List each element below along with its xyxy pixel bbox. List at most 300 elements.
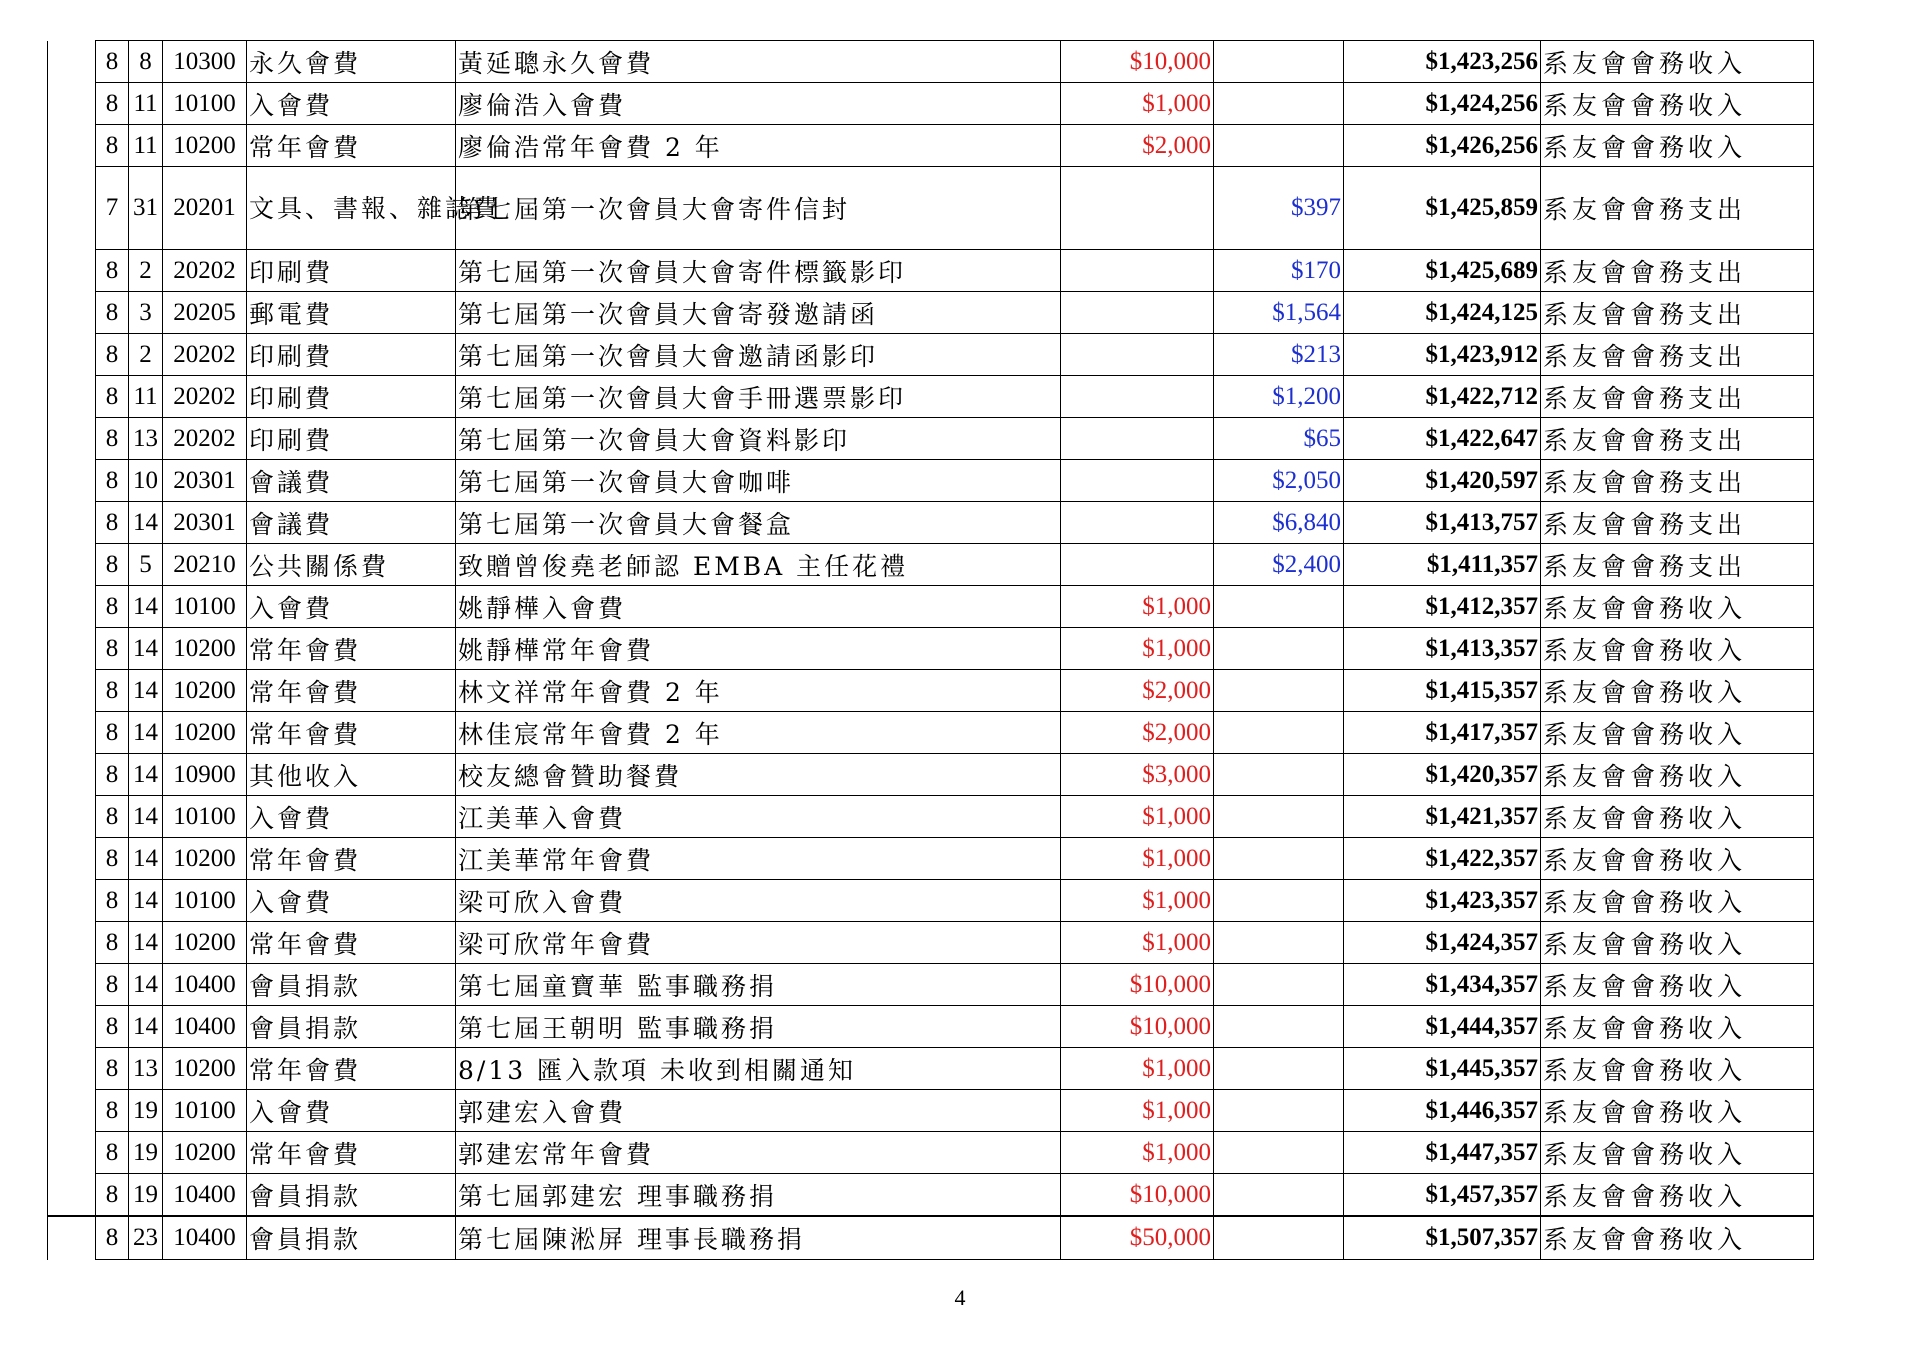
account-type-cell: 系友會會務收入	[1541, 586, 1814, 628]
category-cell: 印刷費	[247, 334, 456, 376]
balance-cell: $1,434,357	[1344, 964, 1541, 1006]
blank-lead-cell	[48, 250, 96, 292]
table-row	[48, 41, 1814, 83]
month-cell: 8	[96, 1132, 129, 1174]
account-code-cell: 20301	[163, 502, 247, 544]
month-cell: 8	[96, 586, 129, 628]
description-cell: 林文祥常年會費 2 年	[456, 670, 1061, 712]
month-cell: 8	[96, 922, 129, 964]
expense-cell	[1214, 964, 1344, 1006]
income-cell: $10,000	[1061, 1006, 1214, 1048]
balance-cell: $1,415,357	[1344, 670, 1541, 712]
table-row	[48, 83, 1814, 125]
expense-cell	[1214, 1090, 1344, 1132]
blank-lead-cell	[48, 41, 96, 83]
income-cell: $1,000	[1061, 880, 1214, 922]
table-row	[48, 1216, 1814, 1260]
category-cell: 常年會費	[247, 670, 456, 712]
account-type-cell: 系友會會務收入	[1541, 1174, 1814, 1217]
day-cell: 23	[129, 1216, 163, 1260]
account-type-cell: 系友會會務收入	[1541, 1006, 1814, 1048]
account-code-cell: 10300	[163, 41, 247, 83]
month-cell: 8	[96, 754, 129, 796]
income-cell	[1061, 167, 1214, 250]
expense-cell	[1214, 628, 1344, 670]
account-type-cell: 系友會會務收入	[1541, 838, 1814, 880]
blank-lead-cell	[48, 544, 96, 586]
day-cell: 14	[129, 796, 163, 838]
month-cell: 8	[96, 250, 129, 292]
day-cell: 8	[129, 41, 163, 83]
account-code-cell: 20202	[163, 250, 247, 292]
day-cell: 13	[129, 1048, 163, 1090]
blank-lead-cell	[48, 586, 96, 628]
day-cell: 5	[129, 544, 163, 586]
month-cell: 8	[96, 1174, 129, 1217]
account-type-cell: 系友會會務收入	[1541, 1090, 1814, 1132]
table-row	[48, 460, 1814, 502]
table-row	[48, 1006, 1814, 1048]
balance-cell: $1,413,357	[1344, 628, 1541, 670]
table-row	[48, 167, 1814, 250]
account-type-cell: 系友會會務支出	[1541, 544, 1814, 586]
day-cell: 14	[129, 712, 163, 754]
category-cell: 常年會費	[247, 838, 456, 880]
category-cell: 其他收入	[247, 754, 456, 796]
account-code-cell: 10100	[163, 1090, 247, 1132]
account-code-cell: 10200	[163, 1132, 247, 1174]
account-code-cell: 10100	[163, 880, 247, 922]
description-cell: 江美華常年會費	[456, 838, 1061, 880]
balance-cell: $1,422,357	[1344, 838, 1541, 880]
expense-cell	[1214, 1216, 1344, 1260]
category-cell: 入會費	[247, 880, 456, 922]
month-cell: 8	[96, 1090, 129, 1132]
blank-lead-cell	[48, 376, 96, 418]
category-cell: 入會費	[247, 586, 456, 628]
month-cell: 7	[96, 167, 129, 250]
account-type-cell: 系友會會務收入	[1541, 796, 1814, 838]
balance-cell: $1,425,689	[1344, 250, 1541, 292]
account-code-cell: 10200	[163, 628, 247, 670]
day-cell: 19	[129, 1132, 163, 1174]
balance-cell: $1,444,357	[1344, 1006, 1541, 1048]
category-cell: 入會費	[247, 83, 456, 125]
balance-cell: $1,424,125	[1344, 292, 1541, 334]
month-cell: 8	[96, 712, 129, 754]
income-cell: $1,000	[1061, 586, 1214, 628]
table-row	[48, 670, 1814, 712]
expense-cell	[1214, 880, 1344, 922]
description-cell: 江美華入會費	[456, 796, 1061, 838]
description-cell: 校友總會贊助餐費	[456, 754, 1061, 796]
account-type-cell: 系友會會務收入	[1541, 125, 1814, 167]
day-cell: 14	[129, 1006, 163, 1048]
description-cell: 致贈曾俊堯老師認 EMBA 主任花禮	[456, 544, 1061, 586]
description-cell: 郭建宏入會費	[456, 1090, 1061, 1132]
table-row	[48, 922, 1814, 964]
category-cell: 會議費	[247, 460, 456, 502]
table-row	[48, 502, 1814, 544]
description-cell: 第七屆郭建宏 理事職務捐	[456, 1174, 1061, 1217]
month-cell: 8	[96, 334, 129, 376]
account-type-cell: 系友會會務收入	[1541, 754, 1814, 796]
balance-cell: $1,412,357	[1344, 586, 1541, 628]
income-cell	[1061, 334, 1214, 376]
blank-lead-cell	[48, 922, 96, 964]
expense-cell	[1214, 1132, 1344, 1174]
table-row	[48, 292, 1814, 334]
day-cell: 19	[129, 1090, 163, 1132]
account-type-cell: 系友會會務支出	[1541, 376, 1814, 418]
account-code-cell: 20205	[163, 292, 247, 334]
category-cell: 常年會費	[247, 1132, 456, 1174]
description-cell: 姚靜樺常年會費	[456, 628, 1061, 670]
balance-cell: $1,422,712	[1344, 376, 1541, 418]
description-cell: 廖倫浩入會費	[456, 83, 1061, 125]
income-cell: $1,000	[1061, 1132, 1214, 1174]
category-cell: 會員捐款	[247, 1006, 456, 1048]
income-cell: $3,000	[1061, 754, 1214, 796]
month-cell: 8	[96, 1048, 129, 1090]
balance-cell: $1,425,859	[1344, 167, 1541, 250]
balance-cell: $1,426,256	[1344, 125, 1541, 167]
income-cell	[1061, 292, 1214, 334]
day-cell: 14	[129, 754, 163, 796]
category-cell: 常年會費	[247, 712, 456, 754]
description-cell: 廖倫浩常年會費 2 年	[456, 125, 1061, 167]
day-cell: 3	[129, 292, 163, 334]
category-cell: 常年會費	[247, 125, 456, 167]
account-code-cell: 10200	[163, 670, 247, 712]
description-cell: 第七屆第一次會員大會手冊選票影印	[456, 376, 1061, 418]
month-cell: 8	[96, 838, 129, 880]
blank-lead-cell	[48, 125, 96, 167]
account-code-cell: 20301	[163, 460, 247, 502]
table-row	[48, 1132, 1814, 1174]
expense-cell: $1,200	[1214, 376, 1344, 418]
account-code-cell: 10400	[163, 1174, 247, 1217]
income-cell	[1061, 460, 1214, 502]
category-cell: 入會費	[247, 796, 456, 838]
blank-lead-cell	[48, 334, 96, 376]
description-cell: 第七屆第一次會員大會餐盒	[456, 502, 1061, 544]
balance-cell: $1,507,357	[1344, 1216, 1541, 1260]
income-cell: $10,000	[1061, 1174, 1214, 1217]
table-row	[48, 796, 1814, 838]
day-cell: 13	[129, 418, 163, 460]
income-cell: $2,000	[1061, 670, 1214, 712]
table-row	[48, 628, 1814, 670]
month-cell: 8	[96, 125, 129, 167]
expense-cell: $2,050	[1214, 460, 1344, 502]
income-cell	[1061, 544, 1214, 586]
month-cell: 8	[96, 1216, 129, 1260]
account-code-cell: 10900	[163, 754, 247, 796]
day-cell: 2	[129, 334, 163, 376]
income-cell	[1061, 502, 1214, 544]
category-cell: 常年會費	[247, 922, 456, 964]
account-code-cell: 10200	[163, 125, 247, 167]
category-cell: 文具、書報、雜誌費	[247, 167, 456, 250]
table-row	[48, 418, 1814, 460]
income-cell	[1061, 418, 1214, 460]
account-code-cell: 10400	[163, 964, 247, 1006]
category-cell: 印刷費	[247, 418, 456, 460]
account-type-cell: 系友會會務支出	[1541, 250, 1814, 292]
account-code-cell: 10200	[163, 922, 247, 964]
account-code-cell: 20202	[163, 376, 247, 418]
balance-cell: $1,417,357	[1344, 712, 1541, 754]
expense-cell	[1214, 670, 1344, 712]
month-cell: 8	[96, 1006, 129, 1048]
expense-cell	[1214, 712, 1344, 754]
expense-cell	[1214, 41, 1344, 83]
blank-lead-cell	[48, 628, 96, 670]
table-row	[48, 586, 1814, 628]
table-row	[48, 125, 1814, 167]
category-cell: 會員捐款	[247, 964, 456, 1006]
account-type-cell: 系友會會務支出	[1541, 502, 1814, 544]
expense-cell	[1214, 754, 1344, 796]
income-cell: $1,000	[1061, 83, 1214, 125]
blank-lead-cell	[48, 1048, 96, 1090]
table-row	[48, 1090, 1814, 1132]
account-type-cell: 系友會會務收入	[1541, 964, 1814, 1006]
expense-cell	[1214, 1048, 1344, 1090]
balance-cell: $1,447,357	[1344, 1132, 1541, 1174]
ledger-table	[47, 40, 1814, 1260]
balance-cell: $1,421,357	[1344, 796, 1541, 838]
day-cell: 14	[129, 922, 163, 964]
day-cell: 2	[129, 250, 163, 292]
month-cell: 8	[96, 41, 129, 83]
blank-lead-cell	[48, 964, 96, 1006]
account-type-cell: 系友會會務收入	[1541, 628, 1814, 670]
description-cell: 第七屆第一次會員大會資料影印	[456, 418, 1061, 460]
description-cell: 梁可欣入會費	[456, 880, 1061, 922]
ledger-body	[48, 41, 1814, 1260]
day-cell: 14	[129, 628, 163, 670]
table-row	[48, 544, 1814, 586]
month-cell: 8	[96, 292, 129, 334]
blank-lead-cell	[48, 502, 96, 544]
account-type-cell: 系友會會務支出	[1541, 334, 1814, 376]
expense-cell: $2,400	[1214, 544, 1344, 586]
income-cell: $50,000	[1061, 1216, 1214, 1260]
account-type-cell: 系友會會務收入	[1541, 83, 1814, 125]
table-row	[48, 334, 1814, 376]
blank-lead-cell	[48, 460, 96, 502]
month-cell: 8	[96, 880, 129, 922]
blank-lead-cell	[48, 83, 96, 125]
account-type-cell: 系友會會務支出	[1541, 292, 1814, 334]
month-cell: 8	[96, 460, 129, 502]
day-cell: 14	[129, 880, 163, 922]
month-cell: 8	[96, 544, 129, 586]
blank-lead-cell	[48, 1132, 96, 1174]
balance-cell: $1,420,597	[1344, 460, 1541, 502]
day-cell: 11	[129, 125, 163, 167]
balance-cell: $1,457,357	[1344, 1174, 1541, 1217]
table-row	[48, 754, 1814, 796]
account-type-cell: 系友會會務收入	[1541, 670, 1814, 712]
expense-cell	[1214, 125, 1344, 167]
account-type-cell: 系友會會務收入	[1541, 880, 1814, 922]
expense-cell	[1214, 1174, 1344, 1217]
category-cell: 永久會費	[247, 41, 456, 83]
day-cell: 19	[129, 1174, 163, 1217]
account-type-cell: 系友會會務收入	[1541, 922, 1814, 964]
page-number: 4	[954, 1285, 966, 1310]
category-cell: 印刷費	[247, 250, 456, 292]
table-row	[48, 1048, 1814, 1090]
balance-cell: $1,420,357	[1344, 754, 1541, 796]
day-cell: 14	[129, 586, 163, 628]
balance-cell: $1,424,357	[1344, 922, 1541, 964]
income-cell: $2,000	[1061, 712, 1214, 754]
income-cell: $1,000	[1061, 922, 1214, 964]
blank-lead-cell	[48, 880, 96, 922]
expense-cell: $397	[1214, 167, 1344, 250]
account-type-cell: 系友會會務支出	[1541, 167, 1814, 250]
account-code-cell: 10200	[163, 1048, 247, 1090]
account-code-cell: 10400	[163, 1006, 247, 1048]
month-cell: 8	[96, 418, 129, 460]
income-cell: $1,000	[1061, 838, 1214, 880]
account-code-cell: 10400	[163, 1216, 247, 1260]
description-cell: 第七屆第一次會員大會寄件標籤影印	[456, 250, 1061, 292]
balance-cell: $1,445,357	[1344, 1048, 1541, 1090]
account-code-cell: 10200	[163, 712, 247, 754]
expense-cell: $1,564	[1214, 292, 1344, 334]
balance-cell: $1,422,647	[1344, 418, 1541, 460]
account-type-cell: 系友會會務收入	[1541, 1216, 1814, 1260]
account-code-cell: 10100	[163, 586, 247, 628]
balance-cell: $1,423,256	[1344, 41, 1541, 83]
account-type-cell: 系友會會務收入	[1541, 1048, 1814, 1090]
account-type-cell: 系友會會務收入	[1541, 712, 1814, 754]
day-cell: 31	[129, 167, 163, 250]
month-cell: 8	[96, 964, 129, 1006]
month-cell: 8	[96, 628, 129, 670]
income-cell: $1,000	[1061, 628, 1214, 670]
income-cell: $10,000	[1061, 41, 1214, 83]
blank-lead-cell	[48, 670, 96, 712]
expense-cell: $65	[1214, 418, 1344, 460]
category-cell: 郵電費	[247, 292, 456, 334]
day-cell: 14	[129, 670, 163, 712]
account-type-cell: 系友會會務支出	[1541, 418, 1814, 460]
balance-cell: $1,423,912	[1344, 334, 1541, 376]
month-cell: 8	[96, 502, 129, 544]
day-cell: 11	[129, 376, 163, 418]
expense-cell	[1214, 922, 1344, 964]
day-cell: 10	[129, 460, 163, 502]
blank-lead-cell	[48, 754, 96, 796]
account-type-cell: 系友會會務收入	[1541, 1132, 1814, 1174]
account-type-cell: 系友會會務支出	[1541, 460, 1814, 502]
blank-lead-cell	[48, 796, 96, 838]
description-cell: 第七屆第一次會員大會寄發邀請函	[456, 292, 1061, 334]
month-cell: 8	[96, 670, 129, 712]
category-cell: 會員捐款	[247, 1216, 456, 1260]
day-cell: 11	[129, 83, 163, 125]
account-code-cell: 10200	[163, 838, 247, 880]
description-cell: 梁可欣常年會費	[456, 922, 1061, 964]
category-cell: 印刷費	[247, 376, 456, 418]
income-cell: $1,000	[1061, 1090, 1214, 1132]
category-cell: 會員捐款	[247, 1174, 456, 1217]
description-cell: 第七屆第一次會員大會咖啡	[456, 460, 1061, 502]
blank-lead-cell	[48, 1090, 96, 1132]
blank-lead-cell	[48, 292, 96, 334]
expense-cell: $170	[1214, 250, 1344, 292]
account-code-cell: 20202	[163, 418, 247, 460]
blank-lead-cell	[48, 838, 96, 880]
account-code-cell: 10100	[163, 83, 247, 125]
description-cell: 第七屆陳淞屏 理事長職務捐	[456, 1216, 1061, 1260]
balance-cell: $1,446,357	[1344, 1090, 1541, 1132]
balance-cell: $1,413,757	[1344, 502, 1541, 544]
blank-lead-cell	[48, 712, 96, 754]
expense-cell	[1214, 83, 1344, 125]
blank-lead-cell	[48, 1174, 96, 1217]
account-code-cell: 20210	[163, 544, 247, 586]
income-cell: $10,000	[1061, 964, 1214, 1006]
month-cell: 8	[96, 796, 129, 838]
income-cell: $1,000	[1061, 796, 1214, 838]
blank-lead-cell	[48, 1006, 96, 1048]
expense-cell	[1214, 838, 1344, 880]
income-cell	[1061, 250, 1214, 292]
expense-cell	[1214, 586, 1344, 628]
expense-cell: $213	[1214, 334, 1344, 376]
table-row	[48, 376, 1814, 418]
balance-cell: $1,424,256	[1344, 83, 1541, 125]
table-row	[48, 250, 1814, 292]
category-cell: 常年會費	[247, 1048, 456, 1090]
expense-cell	[1214, 796, 1344, 838]
income-cell: $2,000	[1061, 125, 1214, 167]
balance-cell: $1,423,357	[1344, 880, 1541, 922]
account-code-cell: 20202	[163, 334, 247, 376]
table-row	[48, 1174, 1814, 1217]
description-cell: 第七屆童寶華 監事職務捐	[456, 964, 1061, 1006]
category-cell: 入會費	[247, 1090, 456, 1132]
table-row	[48, 880, 1814, 922]
month-cell: 8	[96, 83, 129, 125]
table-row	[48, 712, 1814, 754]
income-cell	[1061, 376, 1214, 418]
blank-lead-cell	[48, 167, 96, 250]
category-cell: 會議費	[247, 502, 456, 544]
day-cell: 14	[129, 838, 163, 880]
account-type-cell: 系友會會務收入	[1541, 41, 1814, 83]
expense-cell	[1214, 1006, 1344, 1048]
table-row	[48, 964, 1814, 1006]
description-cell: 姚靜樺入會費	[456, 586, 1061, 628]
income-cell: $1,000	[1061, 1048, 1214, 1090]
balance-cell: $1,411,357	[1344, 544, 1541, 586]
description-cell: 黃延聰永久會費	[456, 41, 1061, 83]
category-cell: 常年會費	[247, 628, 456, 670]
description-cell: 8/13 匯入款項 未收到相關通知	[456, 1048, 1061, 1090]
month-cell: 8	[96, 376, 129, 418]
day-cell: 14	[129, 502, 163, 544]
description-cell: 郭建宏常年會費	[456, 1132, 1061, 1174]
description-cell: 第七屆第一次會員大會寄件信封	[456, 167, 1061, 250]
